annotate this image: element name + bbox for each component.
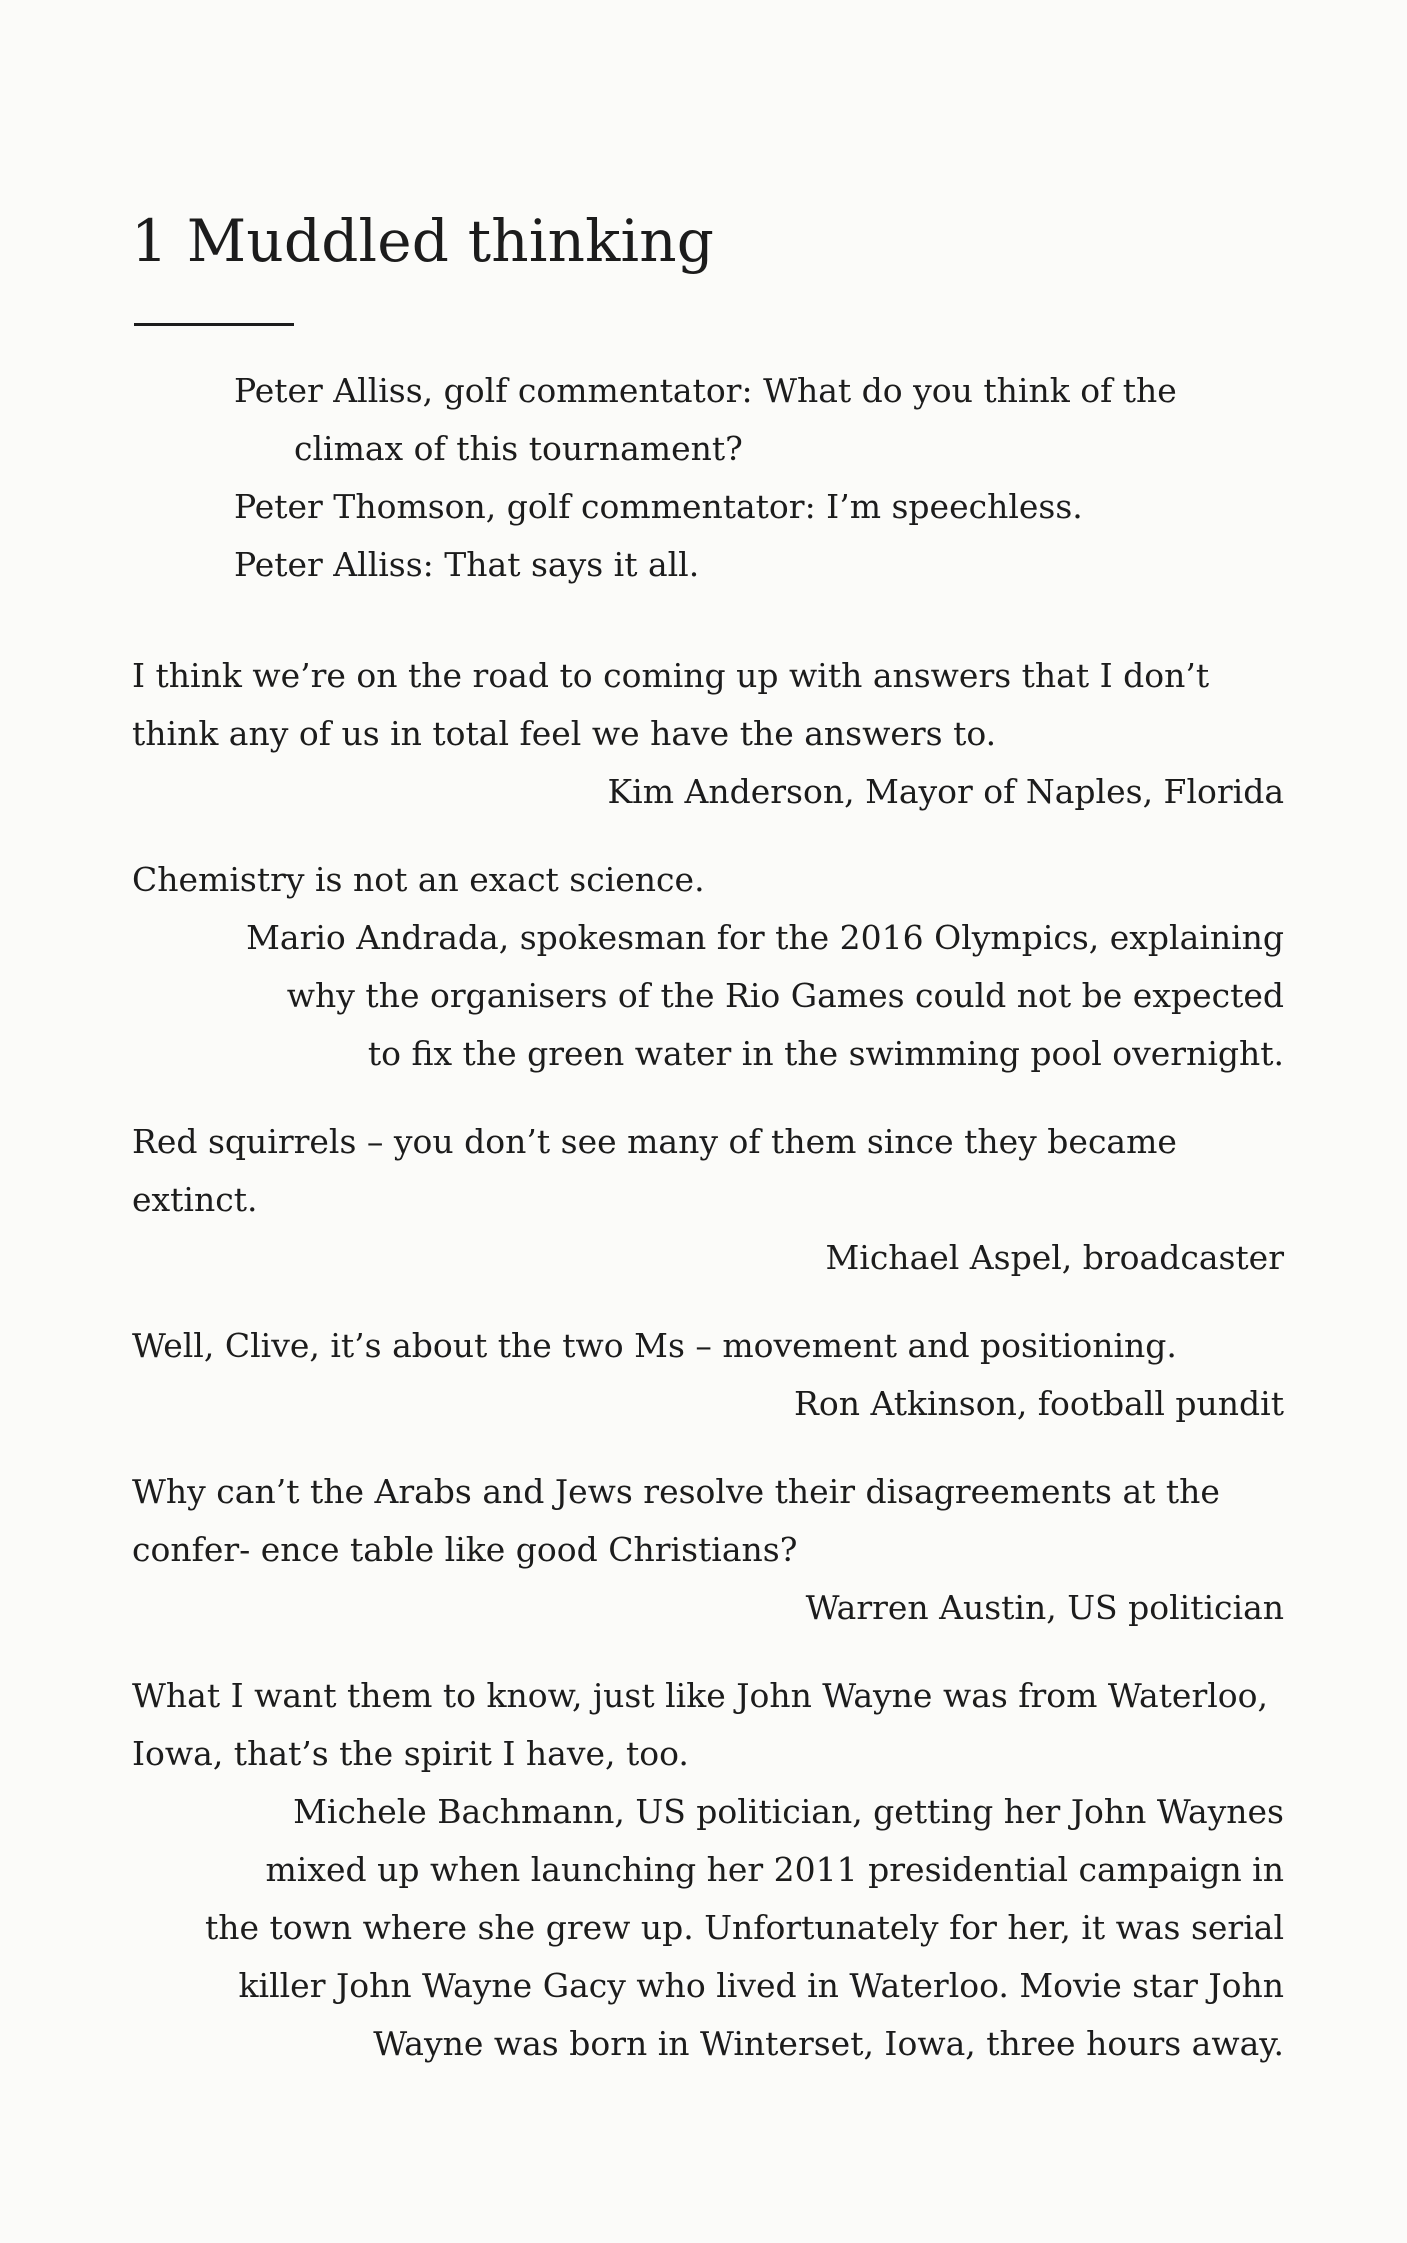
quote-text: Why can’t the Arabs and Jews resolve their disagreements at the confer- ence table like good Christians? [132,1472,1220,1569]
attribution-line: mixed up when launching her 2011 presidential campaign in [265,1850,1284,1889]
attribution-line: why the organisers of the Rio Games could not be expected [286,976,1284,1015]
attribution-line: Wayne was born in Winterset, Iowa, three hours away. [373,2024,1284,2063]
quote-attribution [132,909,1284,1083]
quote-attribution [132,1783,1284,2073]
attribution-line: Warren Austin, US politician [805,1588,1284,1627]
attribution-line: Michael Aspel, broadcaster [825,1238,1284,1277]
quote-entry [132,1113,1284,1287]
dialogue-line: Peter Thomson, golf commentator: I’m speechless. [234,487,1083,526]
dialogue-line: Peter Alliss: That says it all. [234,545,700,584]
quote-attribution [132,763,1284,821]
attribution-line: Ron Atkinson, football pundit [794,1384,1284,1423]
opening-dialogue [234,362,1284,594]
quote-attribution [132,1229,1284,1287]
title-rule [134,323,294,326]
quote-text: I think we’re on the road to coming up with answers that I don’t think any of us in total feel we have the answers to. [132,656,1210,753]
quotes-content [132,362,1284,2103]
quote-attribution [132,1375,1284,1433]
chapter-title: 1 Muddled thinking [131,207,715,275]
quote-entry [132,851,1284,1083]
quote-entry [132,647,1284,821]
quote-text: Well, Clive, it’s about the two Ms – movement and positioning. [132,1326,1177,1365]
attribution-line: Mario Andrada, spokesman for the 2016 Olympics, explaining [246,918,1284,957]
quote-text: Chemistry is not an exact science. [132,860,705,899]
quote-entry [132,1317,1284,1433]
attribution-line: killer John Wayne Gacy who lived in Waterloo. Movie star John [238,1966,1284,2005]
quote-entry [132,1667,1284,2073]
attribution-line: to fix the green water in the swimming pool overnight. [367,1034,1284,1073]
attribution-line: Michele Bachmann, US politician, getting her John Waynes [293,1792,1284,1831]
quote-entry [132,1463,1284,1637]
quote-attribution [132,1579,1284,1637]
attribution-line: the town where she grew up. Unfortunately for her, it was serial [205,1908,1284,1947]
dialogue-line: Peter Alliss, golf commentator: What do you think of the climax of this tournament? [234,371,1177,468]
attribution-line: Kim Anderson, Mayor of Naples, Florida [607,772,1284,811]
quote-text: Red squirrels – you don’t see many of them since they became extinct. [132,1122,1177,1219]
quote-text: What I want them to know, just like John Wayne was from Waterloo, Iowa, that’s the spirit I have, too. [132,1676,1269,1773]
